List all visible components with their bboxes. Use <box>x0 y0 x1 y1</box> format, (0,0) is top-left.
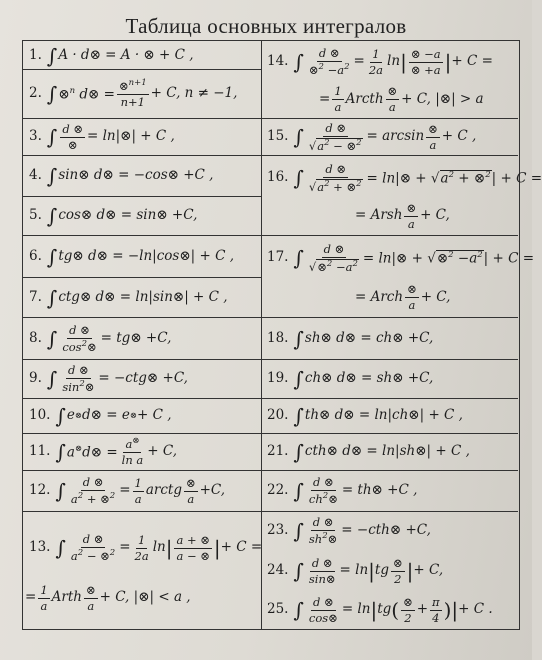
formula-15: 15. ∫ $\frac{d \otimes}{√a^2 - \otimes^2}$ = arcsin $\frac{\otimes}{a}$ + C , <box>267 120 477 153</box>
formula-13-continued: = $\frac{1}{a}$ Arth $\frac{\otimes}{a}$ + C, |⊗| < a , <box>25 582 191 613</box>
formula-16-continued: = Arsh $\frac{\otimes}{a}$ + C, <box>355 200 450 231</box>
row-line <box>23 69 261 70</box>
formula-13: 13. ∫ $\frac{d \otimes}{a^2 - \otimes^2}$ = $\frac{1}{2a}$ ln | $\frac{a + \otimes}{a - \otimes}$ | + C = <box>29 532 263 563</box>
formula-9: 9. ∫ $\frac{d \otimes}{\sin^2\otimes}$ = −ctg⊗ +C, <box>29 363 188 394</box>
formula-2: 2. ∫ ⊗$^n$ d⊗ = $\frac{\otimes^{n+1}}{n+1}$ + C, n ≠ −1, <box>29 78 238 109</box>
formula-16: 16. ∫ $\frac{d \otimes}{√a^2 + \otimes^2}$ = ln|⊗ + $√a^2$ + ⊗$^2$| + C = <box>267 161 542 194</box>
formula-17-continued: = Arch $\frac{\otimes}{a}$ + C, <box>355 282 451 312</box>
formula-18: 18. ∫ sh⊗ d⊗ = ch⊗ +C, <box>267 326 434 351</box>
formula-1: 1. ∫ A · d⊗ = A · ⊗ + C , <box>29 44 194 68</box>
formula-24: 24. ∫ $\frac{d \otimes}{\sin\otimes}$ = ln | tg $\frac{\otimes}{2}$ | + C, <box>267 555 444 586</box>
formula-5: 5. ∫ cos⊗ d⊗ = sin⊗ +C, <box>29 204 198 228</box>
page-title: Таблица основных интегралов <box>125 14 407 38</box>
formula-11: 11. ∫ a⊗d⊗ = $\frac{a^\otimes}{\text{ln a}}$ + C, <box>29 436 178 467</box>
formula-4: 4. ∫ sin⊗ d⊗ = −cos⊗ +C , <box>29 164 214 188</box>
formula-8: 8. ∫ $\frac{d \otimes}{\cos^2\otimes}$ = tg⊗ +C, <box>29 322 172 354</box>
formula-21: 21. ∫ cth⊗ d⊗ = ln|sh⊗| + C , <box>267 440 470 464</box>
row-line <box>23 511 261 512</box>
row-line <box>261 235 518 236</box>
row-line <box>261 155 518 156</box>
formula-6: 6. ∫ tg⊗ d⊗ = −ln|cos⊗| + C , <box>29 244 234 269</box>
formula-14: 14. ∫ $\frac{d \otimes}{\otimes^2 -a^2}$ = $\frac{1}{2a}$ ln | $\frac{\otimes -a}{\otimes +a}$ | + C = <box>267 46 493 77</box>
formula-10: 10. ∫ e ⊗ d⊗ = e ⊗ + C , <box>29 404 172 428</box>
formula-12: 12. ∫ $\frac{d \otimes}{a^2 + \otimes^2}$ = $\frac{1}{a}$ arctg $\frac{\otimes}{a}$ +C, <box>29 475 226 506</box>
formula-7: 7. ∫ ctg⊗ d⊗ = ln|sin⊗| + C , <box>29 285 228 310</box>
formula-19: 19. ∫ ch⊗ d⊗ = sh⊗ +C, <box>267 367 434 391</box>
integral-table <box>22 40 542 630</box>
formula-25: 25. ∫ $\frac{d \otimes}{\cos\otimes}$ = ln | tg ( $\frac{\otimes}{2}$ + $\frac{\pi}{4}$ ) | + C . <box>267 594 493 625</box>
formula-22: 22. ∫ $\frac{d \otimes}{ch^2\otimes}$ = th⊗ +C , <box>267 475 418 506</box>
formula-23: 23. ∫ $\frac{d \otimes}{sh^2\otimes}$ = −cth⊗ +C, <box>267 515 431 546</box>
formula-17: 17. ∫ $\frac{d \otimes}{√\otimes^2 -a^2}$ = ln|⊗ + √⊗$^2$ $-a^2| + C$ = <box>267 241 535 274</box>
formula-14-continued: = $\frac{1}{a}$ Arcth $\frac{\otimes}{a}$ + C, |⊗| > a <box>319 84 484 114</box>
formula-3: 3. ∫ $\frac{d \otimes}{\otimes}$ = ln|⊗| + C , <box>29 121 175 152</box>
formula-20: 20. ∫ th⊗ d⊗ = ln|ch⊗| + C , <box>267 404 463 428</box>
